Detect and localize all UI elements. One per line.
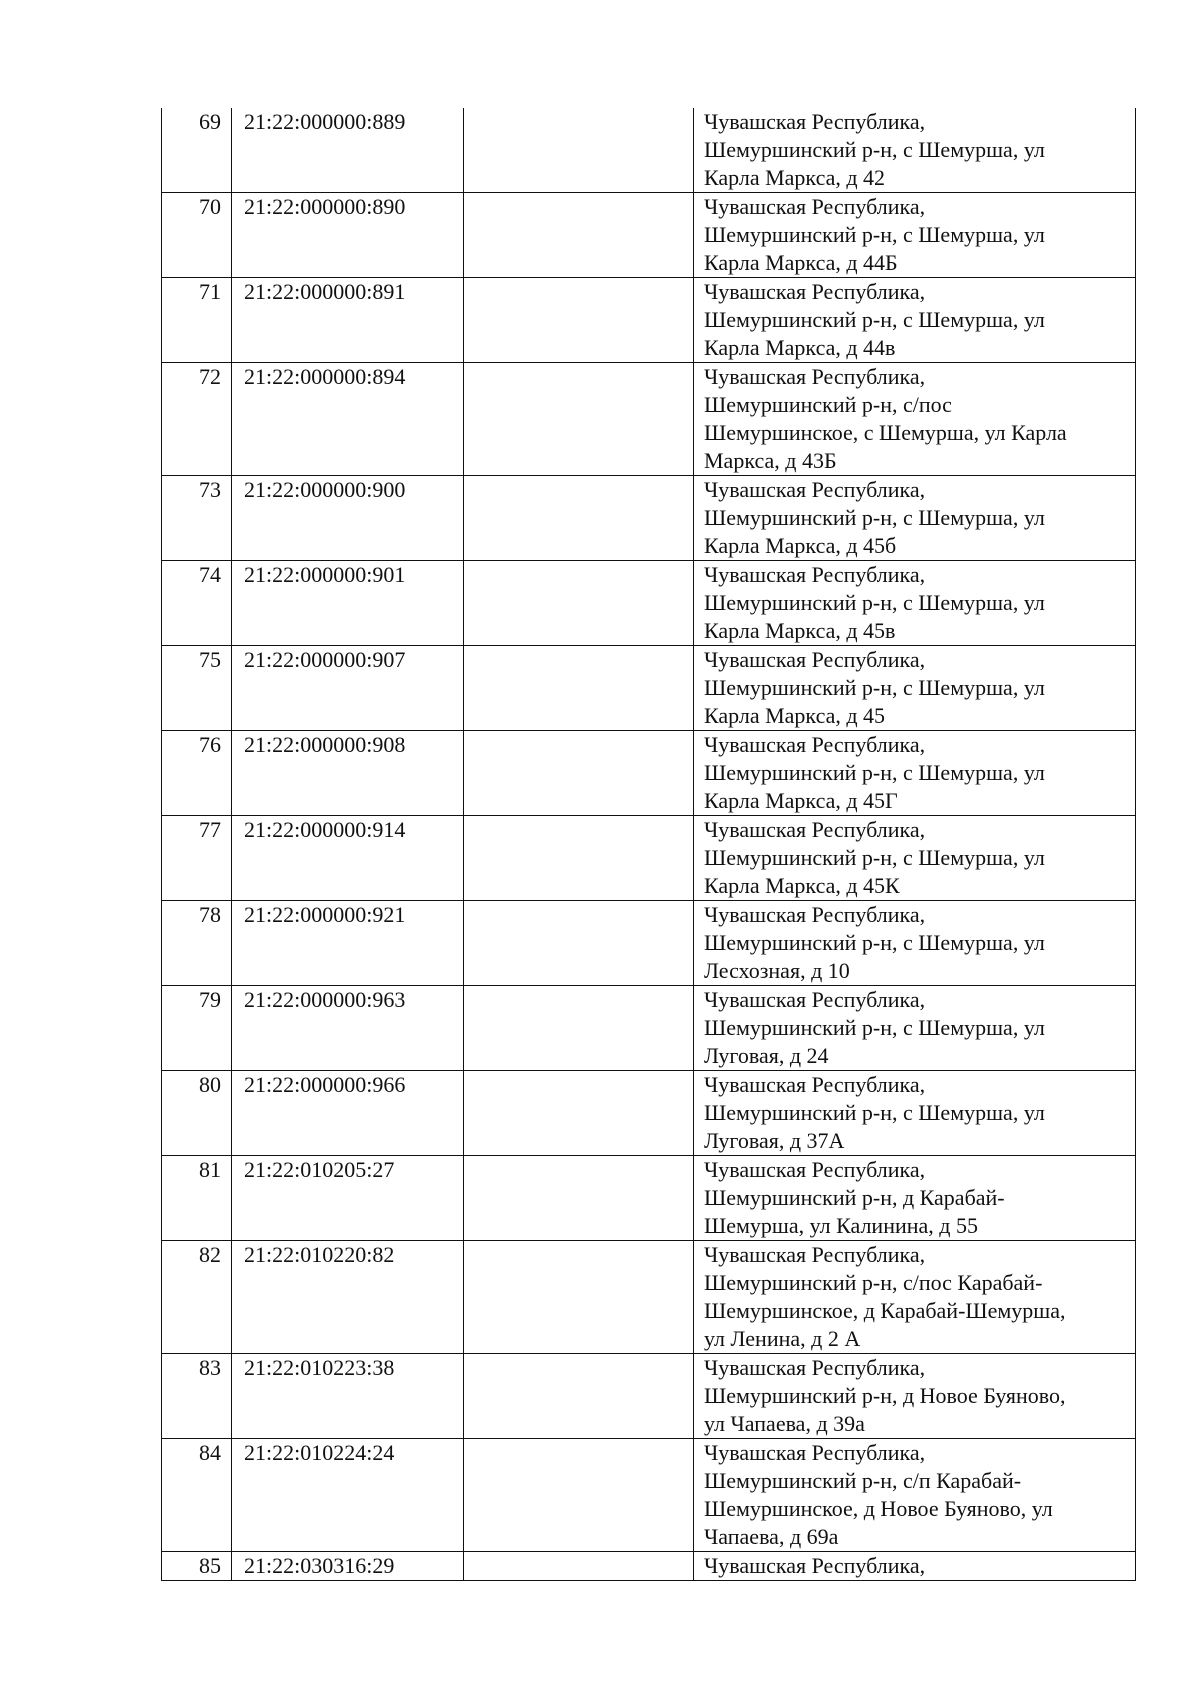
cadastral-number-cell: 21:22:000000:889 — [232, 108, 464, 193]
row-number-cell: 78 — [162, 901, 232, 986]
address-cell: Чувашская Республика, Шемуршинский р-н, с/пос Шемуршинское, с Шемурша, ул Карла Маркса, д 43Б — [694, 363, 1136, 476]
cadastral-number-cell: 21:22:000000:900 — [232, 476, 464, 561]
row-number-cell: 83 — [162, 1354, 232, 1439]
table-body — [162, 108, 1136, 1581]
table-row — [162, 901, 1136, 986]
table-row — [162, 731, 1136, 816]
row-number-cell: 82 — [162, 1241, 232, 1354]
address-cell: Чувашская Республика, Шемуршинский р-н, д Новое Буяново, ул Чапаева, д 39а — [694, 1354, 1136, 1439]
address-cell: Чувашская Республика, — [694, 1552, 1136, 1581]
address-cell: Чувашская Республика, Шемуршинский р-н, с Шемурша, ул Лесхозная, д 10 — [694, 901, 1136, 986]
empty-cell — [464, 561, 694, 646]
empty-cell — [464, 476, 694, 561]
row-number-cell: 80 — [162, 1071, 232, 1156]
address-cell: Чувашская Республика, Шемуршинский р-н, с Шемурша, ул Карла Маркса, д 45 — [694, 646, 1136, 731]
address-cell: Чувашская Республика, Шемуршинский р-н, с Шемурша, ул Карла Маркса, д 44в — [694, 278, 1136, 363]
empty-cell — [464, 278, 694, 363]
empty-cell — [464, 646, 694, 731]
row-number-cell: 76 — [162, 731, 232, 816]
empty-cell — [464, 108, 694, 193]
table-row — [162, 193, 1136, 278]
row-number-cell: 70 — [162, 193, 232, 278]
cadastral-number-cell: 21:22:010223:38 — [232, 1354, 464, 1439]
cadastral-number-cell: 21:22:010220:82 — [232, 1241, 464, 1354]
address-cell: Чувашская Республика, Шемуршинский р-н, с/п Карабай- Шемуршинское, д Новое Буяново, ул Чапаева, д 69а — [694, 1439, 1136, 1552]
empty-cell — [464, 1354, 694, 1439]
table-row — [162, 1241, 1136, 1354]
cadastral-number-cell: 21:22:000000:901 — [232, 561, 464, 646]
row-number-cell: 72 — [162, 363, 232, 476]
row-number-cell: 77 — [162, 816, 232, 901]
table-row — [162, 1552, 1136, 1581]
empty-cell — [464, 1156, 694, 1241]
table-row — [162, 363, 1136, 476]
cadastral-number-cell: 21:22:000000:914 — [232, 816, 464, 901]
table-row — [162, 1439, 1136, 1552]
row-number-cell: 75 — [162, 646, 232, 731]
address-cell: Чувашская Республика, Шемуршинский р-н, с Шемурша, ул Карла Маркса, д 45К — [694, 816, 1136, 901]
empty-cell — [464, 1439, 694, 1552]
empty-cell — [464, 901, 694, 986]
empty-cell — [464, 986, 694, 1071]
table-row — [162, 1071, 1136, 1156]
cadastral-table — [161, 108, 1136, 1581]
cadastral-number-cell: 21:22:000000:894 — [232, 363, 464, 476]
address-cell: Чувашская Республика, Шемуршинский р-н, с Шемурша, ул Карла Маркса, д 45Г — [694, 731, 1136, 816]
cadastral-number-cell: 21:22:010205:27 — [232, 1156, 464, 1241]
table-row — [162, 986, 1136, 1071]
empty-cell — [464, 731, 694, 816]
row-number-cell: 71 — [162, 278, 232, 363]
address-cell: Чувашская Республика, Шемуршинский р-н, с Шемурша, ул Карла Маркса, д 45в — [694, 561, 1136, 646]
address-cell: Чувашская Республика, Шемуршинский р-н, с Шемурша, ул Карла Маркса, д 45б — [694, 476, 1136, 561]
table-row — [162, 108, 1136, 193]
empty-cell — [464, 363, 694, 476]
table-row — [162, 1354, 1136, 1439]
row-number-cell: 74 — [162, 561, 232, 646]
address-cell: Чувашская Республика, Шемуршинский р-н, с Шемурша, ул Карла Маркса, д 42 — [694, 108, 1136, 193]
empty-cell — [464, 1071, 694, 1156]
row-number-cell: 81 — [162, 1156, 232, 1241]
cadastral-number-cell: 21:22:000000:908 — [232, 731, 464, 816]
cadastral-number-cell: 21:22:000000:966 — [232, 1071, 464, 1156]
address-cell: Чувашская Республика, Шемуршинский р-н, д Карабай- Шемурша, ул Калинина, д 55 — [694, 1156, 1136, 1241]
address-cell: Чувашская Республика, Шемуршинский р-н, с Шемурша, ул Карла Маркса, д 44Б — [694, 193, 1136, 278]
table-row — [162, 476, 1136, 561]
empty-cell — [464, 193, 694, 278]
cadastral-number-cell: 21:22:000000:921 — [232, 901, 464, 986]
empty-cell — [464, 1241, 694, 1354]
cadastral-number-cell: 21:22:000000:907 — [232, 646, 464, 731]
address-cell: Чувашская Республика, Шемуршинский р-н, с/пос Карабай- Шемуршинское, д Карабай-Шемурша, ул Ленина, д 2 А — [694, 1241, 1136, 1354]
table-row — [162, 646, 1136, 731]
row-number-cell: 73 — [162, 476, 232, 561]
row-number-cell: 79 — [162, 986, 232, 1071]
cadastral-number-cell: 21:22:000000:890 — [232, 193, 464, 278]
table-row — [162, 816, 1136, 901]
cadastral-number-cell: 21:22:000000:963 — [232, 986, 464, 1071]
cadastral-number-cell: 21:22:000000:891 — [232, 278, 464, 363]
cadastral-number-cell: 21:22:010224:24 — [232, 1439, 464, 1552]
row-number-cell: 69 — [162, 108, 232, 193]
table-row — [162, 1156, 1136, 1241]
row-number-cell: 85 — [162, 1552, 232, 1581]
empty-cell — [464, 816, 694, 901]
table-row — [162, 561, 1136, 646]
cadastral-number-cell: 21:22:030316:29 — [232, 1552, 464, 1581]
row-number-cell: 84 — [162, 1439, 232, 1552]
empty-cell — [464, 1552, 694, 1581]
address-cell: Чувашская Республика, Шемуршинский р-н, с Шемурша, ул Луговая, д 24 — [694, 986, 1136, 1071]
table-row — [162, 278, 1136, 363]
address-cell: Чувашская Республика, Шемуршинский р-н, с Шемурша, ул Луговая, д 37А — [694, 1071, 1136, 1156]
